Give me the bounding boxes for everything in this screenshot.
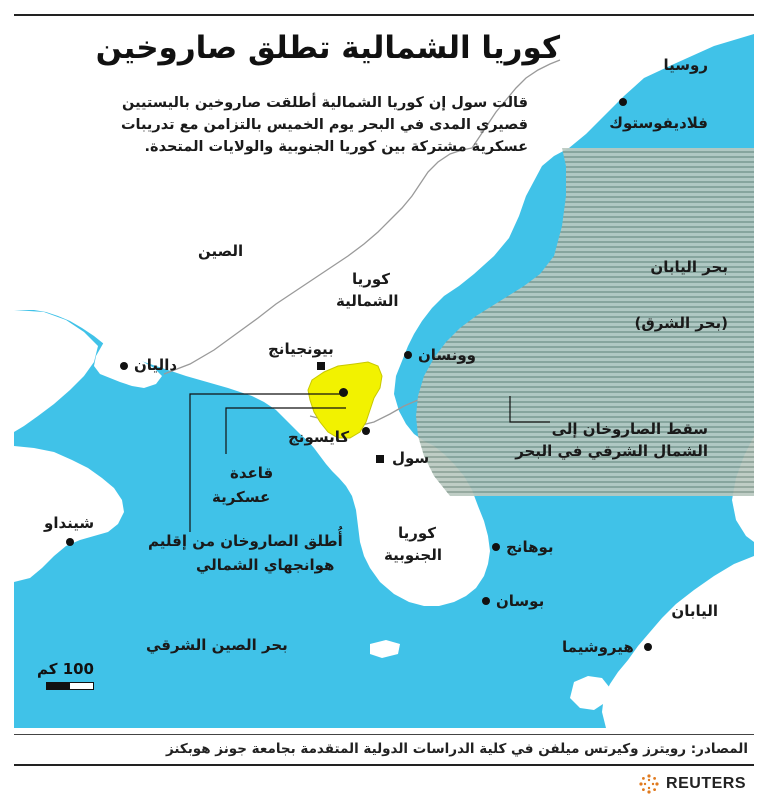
label-south-korea-2: الجنوبية: [384, 546, 442, 564]
bottom-rule: [14, 734, 754, 735]
map-title: كوريا الشمالية تطلق صاروخين: [95, 30, 560, 66]
label-launch-1: أُطلق الصاروخان من إقليم: [148, 532, 343, 550]
source-credit: المصادر: رويترز وكيرتس ميلفن في كلية الدراسات الدولية المتقدمة بجامعة جونز هوبكنز: [165, 741, 748, 757]
label-seoul: سول: [392, 449, 430, 467]
city-dot-wonsan: [404, 351, 412, 359]
label-dalian: داليان: [134, 356, 178, 374]
city-dot-kaesong: [362, 427, 370, 435]
label-russia: روسيا: [663, 56, 708, 74]
label-qingdao: شينداو: [44, 514, 95, 532]
footer-rule: [14, 764, 754, 766]
label-north-korea-2: الشمالية: [336, 292, 399, 310]
label-hiroshima: هيروشيما: [562, 638, 634, 656]
label-pohang: بوهانج: [506, 538, 554, 556]
label-vladivostok: فلاديفوستوك: [609, 114, 708, 132]
label-sea-of-japan: بحر اليابان: [650, 258, 728, 276]
intro-line-1: قالت سول إن كوريا الشمالية أطلقت صاروخين باليستيين: [122, 95, 528, 111]
city-dot-busan: [482, 597, 490, 605]
city-dot-pohang: [492, 543, 500, 551]
label-pyongyang: بيونجيانج: [268, 340, 334, 358]
reuters-branding: [638, 772, 746, 796]
scale-bar: [36, 660, 94, 690]
label-wonsan: وونسان: [418, 346, 476, 364]
city-dot-vladivostok: [619, 98, 627, 106]
intro-line-2: قصيري المدى في البحر يوم الخميس بالتزامن مع تدريبات: [120, 117, 528, 133]
label-east-sea: (بحر الشرق): [634, 314, 728, 332]
scale-label: 100 كم: [36, 660, 94, 678]
label-kaesong: كايسونج: [288, 428, 350, 446]
capital-marker-pyongyang: [317, 362, 325, 370]
launch-site-dot: [339, 388, 348, 397]
reuters-logo-icon: [638, 773, 660, 795]
city-dot-qingdao: [66, 538, 74, 546]
label-east-china-sea: بحر الصين الشرقي: [146, 636, 288, 654]
reuters-wordmark: REUTERS: [666, 775, 746, 792]
label-missile-fall-2: الشمال الشرقي في البحر: [515, 442, 708, 460]
label-missile-fall-1: سقط الصاروخان إلى: [551, 420, 708, 438]
city-dot-hiroshima: [644, 643, 652, 651]
intro-line-3: عسكرية مشتركة بين كوريا الجنوبية والولايات المتحدة.: [144, 139, 528, 155]
label-launch-2: هوانجهاي الشمالي: [196, 556, 335, 574]
label-south-korea-1: كوريا: [398, 524, 437, 542]
scale-graphic: [46, 682, 94, 690]
intro-text: [48, 92, 528, 158]
label-base-1: قاعدة: [230, 464, 274, 482]
label-busan: بوسان: [496, 592, 545, 610]
label-base-2: عسكرية: [212, 488, 271, 506]
city-dot-dalian: [120, 362, 128, 370]
label-north-korea-1: كوريا: [352, 270, 391, 288]
scale-fill: [47, 683, 70, 689]
label-japan: اليابان: [671, 602, 718, 620]
capital-marker-seoul: [376, 455, 384, 463]
label-china: الصين: [198, 242, 244, 260]
